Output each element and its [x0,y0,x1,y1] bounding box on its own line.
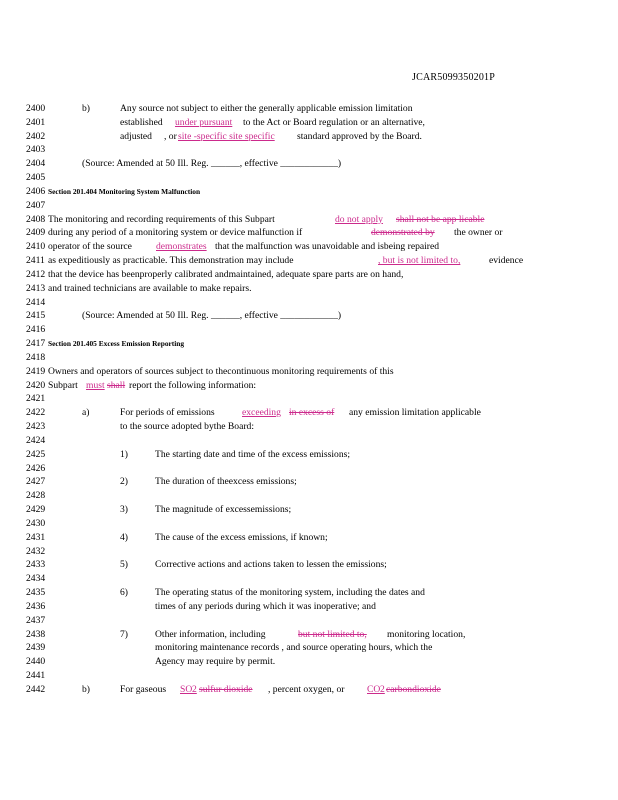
line-number: 2435 [26,587,46,599]
line-2419 [26,365,586,378]
line-text: to the Act or Board regulation or an alternative, [243,116,425,128]
line-2434 [26,572,586,585]
inserted-text: under pursuant [175,116,233,128]
line-2435 [26,586,586,599]
line-number: 2436 [26,600,46,612]
line-number: 2438 [26,628,46,640]
line-number: 2441 [26,670,46,682]
inserted-text: site -specific site specific [178,130,275,142]
line-number: 2421 [26,393,46,405]
inserted-text: must [86,379,105,391]
line-number: 2413 [26,282,46,294]
line-number: 2407 [26,199,46,211]
line-number: 2433 [26,559,46,571]
line-2418 [26,351,586,364]
line-2440 [26,655,586,668]
line-number: 2434 [26,573,46,585]
line-number: 2424 [26,434,46,446]
line-2427 [26,475,586,488]
line-text: during any period of a monitoring system or device malfunction if [48,227,303,239]
document-id: JCAR5099350201P [412,72,496,83]
deleted-text: carbondioxide [386,683,441,695]
line-text: The monitoring and recording requirements of this Subpart [48,213,275,225]
line-2416 [26,323,586,336]
line-2401 [26,116,586,129]
inserted-text: 2 [192,683,197,695]
line-text: that the device has beenproperly calibrated andmaintained, adequate spare parts are on hand, [48,268,404,280]
line-2430 [26,517,586,530]
line-number: 2425 [26,448,46,460]
line-number: 2427 [26,476,46,488]
line-2411 [26,254,586,267]
line-text: as expeditiously as practicable. This demonstration may include [48,255,294,267]
line-2417 [26,337,586,350]
line-2403 [26,143,586,156]
line-number: 2428 [26,490,46,502]
line-text: The starting date and time of the excess emissions; [155,448,351,460]
line-number: 2442 [26,683,46,695]
line-text: 4) [120,531,128,543]
line-2431 [26,531,586,544]
line-2402 [26,130,586,143]
line-2439 [26,641,586,654]
line-text: a) [82,407,90,419]
line-number: 2408 [26,213,46,225]
line-number: 2404 [26,158,46,170]
line-2442 [26,683,586,696]
line-2421 [26,392,586,405]
inserted-text: exceeding [242,407,281,419]
line-number: 2403 [26,144,46,156]
line-2407 [26,199,586,212]
line-text: The operating status of the monitoring system, including the dates and [155,587,425,599]
line-text: Other information, including [155,628,266,640]
inserted-text: , but is not limited to, [378,255,461,267]
line-number: 2437 [26,614,46,626]
line-2410 [26,240,586,253]
line-2441 [26,669,586,682]
line-text: any emission limitation applicable [349,407,481,419]
deleted-text: shall [107,379,126,391]
line-number: 2432 [26,545,46,557]
line-number: 2400 [26,103,46,114]
line-2412 [26,268,586,281]
line-text: (Source: Amended at 50 Ill. Reg. ______, effective ____________) [82,310,342,322]
line-2405 [26,171,586,184]
inserted-text: demonstrates [156,241,207,253]
line-text: 5) [120,559,128,571]
line-number: 2415 [26,310,46,322]
section-heading: Section 201.405 Excess Emission Reporting [48,339,185,349]
line-text: 3) [120,504,128,516]
line-text: Subpart [48,379,78,391]
line-text: b) [82,683,90,695]
line-text: adjusted [120,130,152,142]
line-2426 [26,462,586,475]
line-text: Any source not subject to either the generally applicable emission limitation [120,103,413,114]
line-number: 2412 [26,268,46,280]
line-number: 2409 [26,227,46,239]
inserted-text: CO [367,683,381,695]
line-text: 7) [120,628,128,640]
line-number: 2410 [26,241,46,253]
line-text: The duration of theexcess emissions; [155,476,297,488]
line-number: 2406 [26,185,46,197]
line-text: and trained technicians are available to make repairs. [48,282,252,294]
line-text: Owners and operators of sources subject to thecontinuous monitoring requirements of this [48,365,394,377]
inserted-text: 2 [380,683,385,695]
line-text: 6) [120,587,128,599]
line-text: For periods of emissions [120,407,215,419]
line-text: monitoring maintenance records , and source operating hours, which the [155,642,433,654]
line-text: b) [82,103,90,114]
line-2400 [26,102,586,115]
line-text: report the following information: [129,379,257,391]
line-number: 2411 [26,255,45,267]
line-2409 [26,226,586,239]
line-number: 2420 [26,379,46,391]
deleted-text: shall not be app licable [396,213,485,225]
line-2436 [26,600,586,613]
line-number: 2422 [26,407,46,419]
line-2432 [26,545,586,558]
line-text: (Source: Amended at 50 Ill. Reg. ______, effective ____________) [82,158,342,170]
line-text: the owner or [454,227,503,239]
line-2406 [26,185,586,198]
line-number: 2417 [26,338,46,350]
line-text: operator of the source [48,241,132,253]
line-text: 1) [120,448,128,460]
line-2438 [26,628,586,641]
line-text: that the malfunction was unavoidable and isbeing repaired [215,241,440,253]
line-text: standard approved by the Board. [297,130,422,142]
line-text: times of any periods during which it was inoperative; and [155,600,376,612]
line-number: 2423 [26,421,46,433]
line-2408 [26,213,586,226]
line-text: The magnitude of excessemissions; [155,504,292,516]
line-2420 [26,379,586,392]
line-number: 2426 [26,462,46,474]
deleted-text: in excess of [289,407,335,419]
line-2433 [26,558,586,571]
line-text: monitoring location, [387,628,466,640]
line-text: For gaseous [120,683,167,695]
line-number: 2416 [26,324,46,336]
line-number: 2419 [26,365,46,377]
line-2413 [26,282,586,295]
line-number: 2402 [26,130,46,142]
line-text: established [120,116,163,128]
line-2429 [26,503,586,516]
deleted-text: sulfur dioxide [199,683,253,695]
inserted-text: do not apply [335,213,383,225]
line-text: The cause of the excess emissions, if known; [155,531,328,543]
line-number: 2414 [26,296,46,308]
line-2423 [26,420,586,433]
line-2415 [26,309,586,322]
line-number: 2405 [26,172,46,184]
line-text: , or [164,130,177,142]
section-heading: Section 201.404 Monitoring System Malfunction [48,186,201,196]
line-number: 2401 [26,116,46,128]
deleted-text: but not limited to, [298,628,367,640]
line-2425 [26,448,586,461]
line-number: 2439 [26,642,46,654]
line-2428 [26,489,586,502]
line-text: to the source adopted bythe Board: [120,421,255,433]
inserted-text: SO [180,683,193,695]
line-text: 2) [120,476,128,488]
line-2424 [26,434,586,447]
line-number: 2440 [26,656,46,668]
line-text: Corrective actions and actions taken to lessen the emissions; [155,559,387,571]
line-text: evidence [489,255,524,267]
line-text: Agency may require by permit. [155,656,276,668]
line-number: 2431 [26,531,46,543]
line-2414 [26,296,586,309]
line-number: 2418 [26,351,46,363]
line-2404 [26,157,586,170]
line-2422 [26,406,586,419]
line-text: , percent oxygen, or [268,683,345,695]
deleted-text: demonstrated by [371,227,435,239]
line-number: 2430 [26,517,46,529]
line-number: 2429 [26,504,46,516]
line-2437 [26,614,586,627]
